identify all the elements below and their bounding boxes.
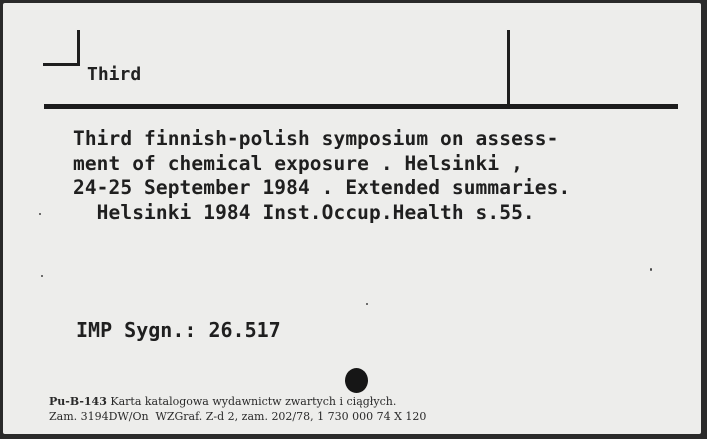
entry-text — [73, 127, 673, 225]
ink-speck — [366, 303, 368, 305]
imprint-line-1 — [49, 394, 426, 409]
form-code: Pu-B-143 — [49, 395, 107, 408]
corner-mark-vertical — [77, 30, 80, 66]
catalog-card — [3, 3, 701, 434]
form-description: Karta katalogowa wydawnictw zwartych i ciągłych. — [106, 395, 397, 408]
punch-hole — [345, 368, 368, 393]
imprint-line-2: Zam. 3194DW/On WZGraf. Z-d 2, zam. 202/78, 1 730 000 74 X 120 — [49, 410, 427, 423]
corner-mark-horizontal — [43, 63, 80, 66]
call-number: IMP Sygn.: 26.517 — [76, 318, 281, 342]
ink-speck — [39, 213, 41, 215]
printer-imprint — [49, 394, 426, 424]
ink-speck — [650, 268, 652, 271]
card-heading: Third — [87, 64, 142, 85]
entry-line: Helsinki 1984 Inst.Occup.Health s.55. — [73, 200, 535, 224]
entry-line: ment of chemical exposure . Helsinki , — [73, 151, 523, 175]
heading-rule — [44, 104, 678, 109]
heading-divider — [507, 30, 510, 107]
entry-line: Third finnish-polish symposium on assess- — [73, 127, 559, 150]
entry-line: 24-25 September 1984 . Extended summaries. — [73, 176, 571, 199]
ink-speck — [41, 275, 43, 277]
